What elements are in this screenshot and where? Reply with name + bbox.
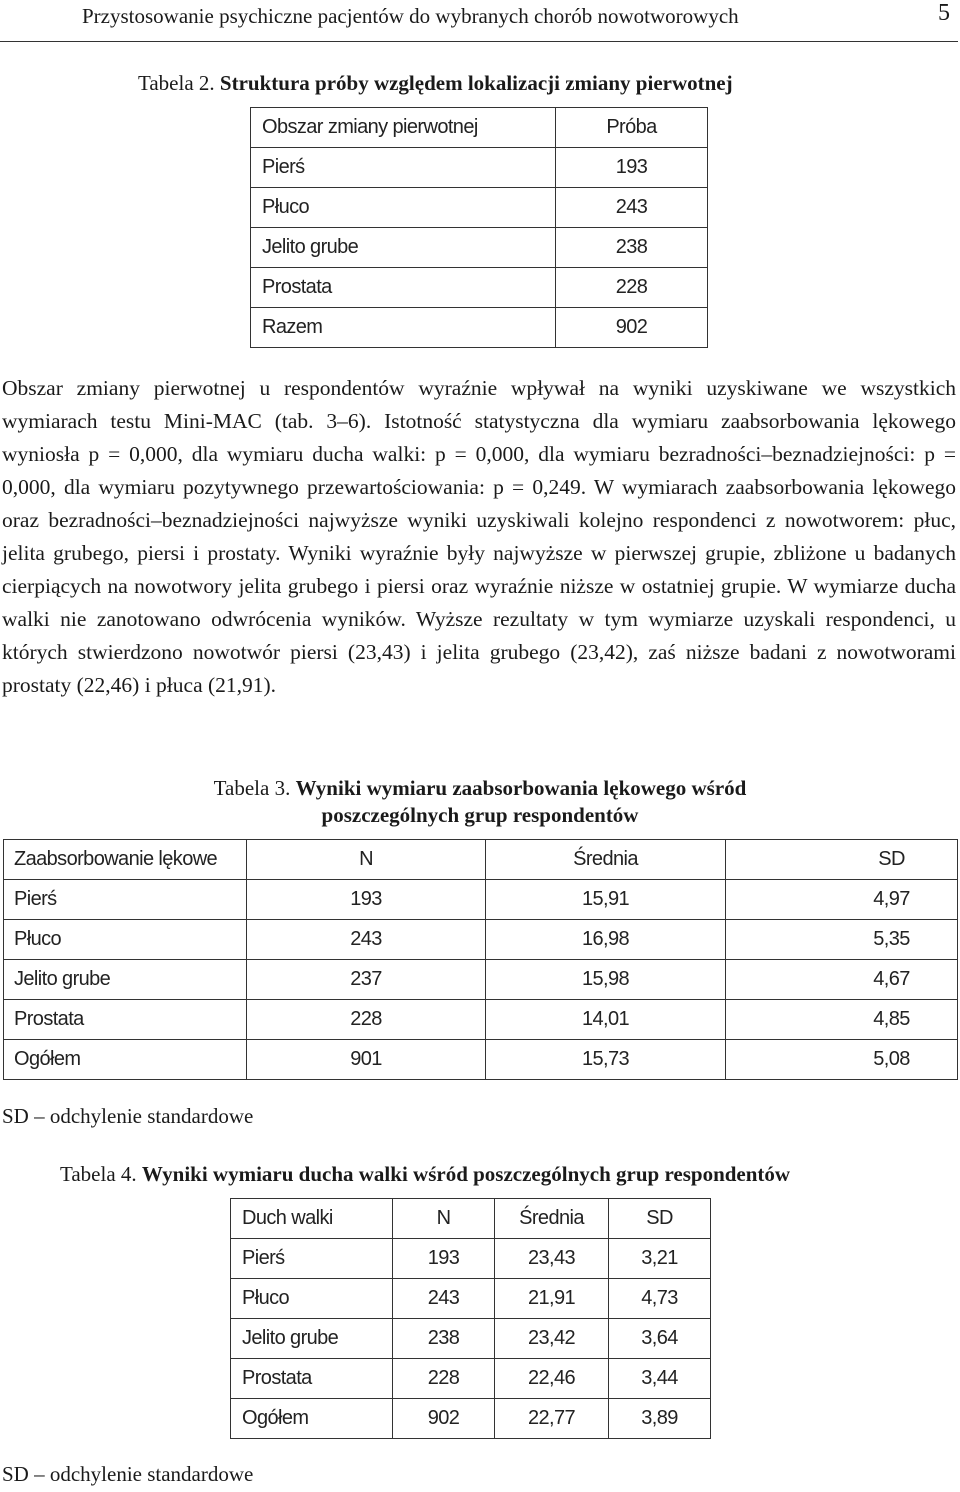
table-row — [231, 1399, 711, 1439]
table3 — [3, 839, 958, 1080]
page-number: 5 — [938, 0, 950, 26]
table-header-row — [4, 840, 958, 880]
table4-caption — [60, 1161, 790, 1188]
table-row — [231, 1319, 711, 1359]
row-label-cell: Pierś — [4, 880, 247, 920]
row-label-cell: Jelito grube — [4, 960, 247, 1000]
value-cell: 15,73 — [486, 1040, 726, 1080]
table2-caption — [138, 70, 733, 97]
value-cell: 243 — [393, 1279, 495, 1319]
header-divider — [0, 41, 958, 42]
table-row — [4, 1040, 958, 1080]
value-cell: 238 — [393, 1319, 495, 1359]
value-cell: 15,98 — [486, 960, 726, 1000]
value-cell: 4,97 — [726, 880, 958, 920]
row-label-cell: Ogółem — [4, 1040, 247, 1080]
value-cell: 22,77 — [495, 1399, 609, 1439]
column-header: N — [247, 840, 486, 880]
table2-body — [251, 108, 708, 348]
value-cell: 5,08 — [726, 1040, 958, 1080]
row-label-cell: Płuco — [251, 188, 556, 228]
column-header: Duch walki — [231, 1199, 393, 1239]
value-cell: 193 — [556, 148, 708, 188]
value-cell: 228 — [247, 1000, 486, 1040]
value-cell: 3,21 — [609, 1239, 711, 1279]
value-cell: 901 — [247, 1040, 486, 1080]
row-label-cell: Płuco — [231, 1279, 393, 1319]
running-title: Przystosowanie psychiczne pacjentów do wybranych chorób nowotworowych — [82, 4, 739, 28]
table4-body — [231, 1199, 711, 1439]
table4-note: SD – odchylenie standardowe — [2, 1462, 254, 1486]
value-cell: 14,01 — [486, 1000, 726, 1040]
table-row — [231, 1279, 711, 1319]
page-header — [0, 0, 960, 42]
table-header-row — [231, 1199, 711, 1239]
value-cell: 238 — [556, 228, 708, 268]
table4-title: Wyniki wymiaru ducha walki wśród poszczególnych grup respondentów — [141, 1162, 791, 1186]
value-cell: 243 — [247, 920, 486, 960]
value-cell: 228 — [556, 268, 708, 308]
table-header-row — [251, 108, 708, 148]
value-cell: 193 — [393, 1239, 495, 1279]
table-row — [4, 920, 958, 960]
value-cell: 4,85 — [726, 1000, 958, 1040]
column-header: Obszar zmiany pierwotnej — [251, 108, 556, 148]
value-cell: 15,91 — [486, 880, 726, 920]
row-label-cell: Ogółem — [231, 1399, 393, 1439]
table-row — [251, 308, 708, 348]
table-row — [251, 268, 708, 308]
value-cell: 22,46 — [495, 1359, 609, 1399]
table3-title-line2: poszczególnych grup respondentów — [321, 803, 639, 827]
row-label-cell: Razem — [251, 308, 556, 348]
table4 — [230, 1198, 711, 1439]
value-cell: 902 — [393, 1399, 495, 1439]
value-cell: 4,67 — [726, 960, 958, 1000]
table-row — [4, 1000, 958, 1040]
value-cell: 16,98 — [486, 920, 726, 960]
row-label-cell: Pierś — [231, 1239, 393, 1279]
table2 — [250, 107, 708, 348]
value-cell: 21,91 — [495, 1279, 609, 1319]
value-cell: 4,73 — [609, 1279, 711, 1319]
value-cell: 23,42 — [495, 1319, 609, 1359]
value-cell: 228 — [393, 1359, 495, 1399]
value-cell: 902 — [556, 308, 708, 348]
value-cell: 23,43 — [495, 1239, 609, 1279]
row-label-cell: Jelito grube — [231, 1319, 393, 1359]
row-label-cell: Prostata — [4, 1000, 247, 1040]
column-header: N — [393, 1199, 495, 1239]
value-cell: 3,44 — [609, 1359, 711, 1399]
row-label-cell: Prostata — [231, 1359, 393, 1399]
table3-title-line1: Wyniki wymiaru zaabsorbowania lękowego wśród — [295, 776, 747, 800]
table-row — [251, 148, 708, 188]
column-header: Zaabsorbowanie lękowe — [4, 840, 247, 880]
value-cell: 193 — [247, 880, 486, 920]
table3-caption — [0, 775, 960, 829]
value-cell: 3,64 — [609, 1319, 711, 1359]
column-header: Próba — [556, 108, 708, 148]
column-header: SD — [726, 840, 958, 880]
table2-label: Tabela 2. — [138, 71, 215, 95]
value-cell: 243 — [556, 188, 708, 228]
table4-label: Tabela 4. — [60, 1162, 137, 1186]
table-row — [231, 1359, 711, 1399]
table-row — [251, 188, 708, 228]
table2-title: Struktura próby względem lokalizacji zmiany pierwotnej — [219, 71, 733, 95]
row-label-cell: Pierś — [251, 148, 556, 188]
column-header: SD — [609, 1199, 711, 1239]
paragraph-text: Obszar zmiany pierwotnej u respondentów wyraźnie wpływał na wyniki uzyskiwane we wszystkich wymiarach testu Mini-MAC (tab. 3–6). Istotność statystyczna dla wymiaru zaabsorbowania lękowego wyniosła p = 0,000, dla wymiaru ducha walki: p = 0,000, dla wymiaru bezradności–beznadziejności: p = 0,000, dla wymiaru pozytywnego przewartościowania: p = 0,249. W wymiarach zaabsorbowania lękowego oraz bezradności–beznadziejności najwyższe wyniki uzyskiwali kolejno respondenci z nowotworem: płuc, jelita grubego, piersi i prostaty. Wyniki wyraźnie były najwyższe w pierwszej grupie, zbliżone u badanych cierpiących na nowotwory jelita grubego i piersi oraz wyraźnie niższe w ostatniej grupie. W wymiarze ducha walki nie zanotowano odwrócenia wyników. Wyższe rezultaty w tym wymiarze uzyskali respondenci, u których stwierdzono nowotwór piersi (23,43) i jelita grubego (23,42), zaś niższe badani z nowotworami prostaty (22,46) i płuca (21,91). — [2, 376, 956, 697]
column-header: Średnia — [486, 840, 726, 880]
value-cell: 3,89 — [609, 1399, 711, 1439]
row-label-cell: Jelito grube — [251, 228, 556, 268]
table3-body — [4, 840, 958, 1080]
table-row — [251, 228, 708, 268]
column-header: Średnia — [495, 1199, 609, 1239]
table3-note: SD – odchylenie standardowe — [2, 1104, 254, 1128]
table-row — [231, 1239, 711, 1279]
body-paragraph — [2, 372, 956, 702]
row-label-cell: Płuco — [4, 920, 247, 960]
row-label-cell: Prostata — [251, 268, 556, 308]
table3-label: Tabela 3. — [213, 776, 291, 800]
table-row — [4, 960, 958, 1000]
table-row — [4, 880, 958, 920]
value-cell: 5,35 — [726, 920, 958, 960]
value-cell: 237 — [247, 960, 486, 1000]
